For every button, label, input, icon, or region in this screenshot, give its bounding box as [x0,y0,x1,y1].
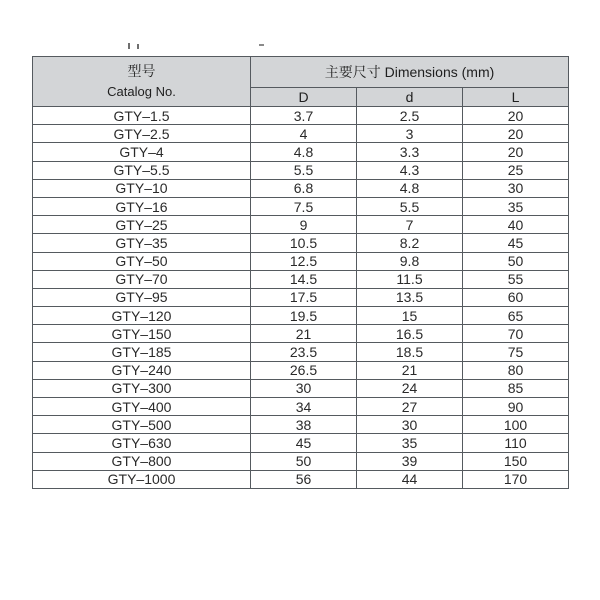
catalog-cell: GTY–240 [33,361,251,379]
table-row [33,452,569,470]
L-cell: 60 [463,288,569,306]
catalog-cell: GTY–70 [33,270,251,288]
d-cell: 24 [357,379,463,397]
L-cell: 20 [463,143,569,161]
catalog-cell: GTY–25 [33,216,251,234]
table-row [33,234,569,252]
d-cell: 39 [357,452,463,470]
L-cell: 75 [463,343,569,361]
catalog-header-cell [33,57,251,107]
catalog-cell: GTY–150 [33,325,251,343]
d-cell: 5.5 [357,197,463,215]
table-row [33,179,569,197]
d-cell: 2.5 [357,107,463,125]
table-row [33,143,569,161]
catalog-cell: GTY–1000 [33,470,251,488]
D-cell: 17.5 [251,288,357,306]
d-cell: 30 [357,416,463,434]
catalog-cell: GTY–2.5 [33,125,251,143]
table-row [33,252,569,270]
L-cell: 45 [463,234,569,252]
d-cell: 35 [357,434,463,452]
catalog-cell: GTY–120 [33,307,251,325]
table-row [33,343,569,361]
catalog-cell: GTY–1.5 [33,107,251,125]
L-cell: 40 [463,216,569,234]
table-row [33,216,569,234]
D-cell: 38 [251,416,357,434]
d-cell: 27 [357,398,463,416]
d-cell: 16.5 [357,325,463,343]
D-cell: 34 [251,398,357,416]
table-row [33,197,569,215]
d-cell: 3.3 [357,143,463,161]
catalog-cell: GTY–4 [33,143,251,161]
d-cell: 13.5 [357,288,463,306]
L-cell: 25 [463,161,569,179]
L-cell: 150 [463,452,569,470]
D-cell: 9 [251,216,357,234]
D-cell: 5.5 [251,161,357,179]
catalog-header-cn: 型号 [127,64,156,80]
d-cell: 9.8 [357,252,463,270]
catalog-cell: GTY–300 [33,379,251,397]
d-cell: 11.5 [357,270,463,288]
catalog-cell: GTY–35 [33,234,251,252]
L-cell: 100 [463,416,569,434]
catalog-cell: GTY–500 [33,416,251,434]
L-cell: 110 [463,434,569,452]
catalog-cell: GTY–95 [33,288,251,306]
D-cell: 19.5 [251,307,357,325]
table-row [33,161,569,179]
D-cell: 4 [251,125,357,143]
table-row [33,307,569,325]
D-cell: 3.7 [251,107,357,125]
table-row [33,107,569,125]
catalog-cell: GTY–5.5 [33,161,251,179]
L-cell: 65 [463,307,569,325]
table-row [33,398,569,416]
d-cell: 8.2 [357,234,463,252]
L-cell: 50 [463,252,569,270]
cropped-text-fragment [0,0,600,56]
D-cell: 7.5 [251,197,357,215]
d-cell: 4.8 [357,179,463,197]
L-cell: 80 [463,361,569,379]
d-cell: 18.5 [357,343,463,361]
D-cell: 21 [251,325,357,343]
catalog-cell: GTY–800 [33,452,251,470]
dimensions-header-en: Dimensions (mm) [384,63,495,80]
table-row [33,379,569,397]
L-cell: 55 [463,270,569,288]
L-cell: 70 [463,325,569,343]
table-row [33,270,569,288]
table-body [33,107,569,489]
column-header-D: D [251,88,357,107]
specification-table [32,56,569,489]
column-header-d: d [357,88,463,107]
D-cell: 23.5 [251,343,357,361]
L-cell: 20 [463,107,569,125]
catalog-cell: GTY–185 [33,343,251,361]
dimensions-header-cn: 主要尺寸 [324,64,381,81]
D-cell: 6.8 [251,179,357,197]
L-cell: 30 [463,179,569,197]
D-cell: 14.5 [251,270,357,288]
table-row [33,470,569,488]
dimensions-header-cell [251,57,569,88]
table-row [33,325,569,343]
d-cell: 15 [357,307,463,325]
table-row [33,125,569,143]
table-row [33,361,569,379]
L-cell: 90 [463,398,569,416]
D-cell: 26.5 [251,361,357,379]
catalog-cell: GTY–16 [33,197,251,215]
L-cell: 170 [463,470,569,488]
D-cell: 50 [251,452,357,470]
D-cell: 4.8 [251,143,357,161]
d-cell: 44 [357,470,463,488]
d-cell: 21 [357,361,463,379]
D-cell: 45 [251,434,357,452]
d-cell: 7 [357,216,463,234]
D-cell: 30 [251,379,357,397]
L-cell: 85 [463,379,569,397]
table-header [33,57,569,107]
catalog-cell: GTY–630 [33,434,251,452]
D-cell: 56 [251,470,357,488]
column-header-L: L [463,88,569,107]
D-cell: 10.5 [251,234,357,252]
L-cell: 35 [463,197,569,215]
table-row [33,288,569,306]
table-row [33,416,569,434]
d-cell: 4.3 [357,161,463,179]
catalog-cell: GTY–50 [33,252,251,270]
catalog-cell: GTY–10 [33,179,251,197]
d-cell: 3 [357,125,463,143]
D-cell: 12.5 [251,252,357,270]
catalog-cell: GTY–400 [33,398,251,416]
catalog-header-en: Catalog No. [107,84,176,99]
table-row [33,434,569,452]
L-cell: 20 [463,125,569,143]
